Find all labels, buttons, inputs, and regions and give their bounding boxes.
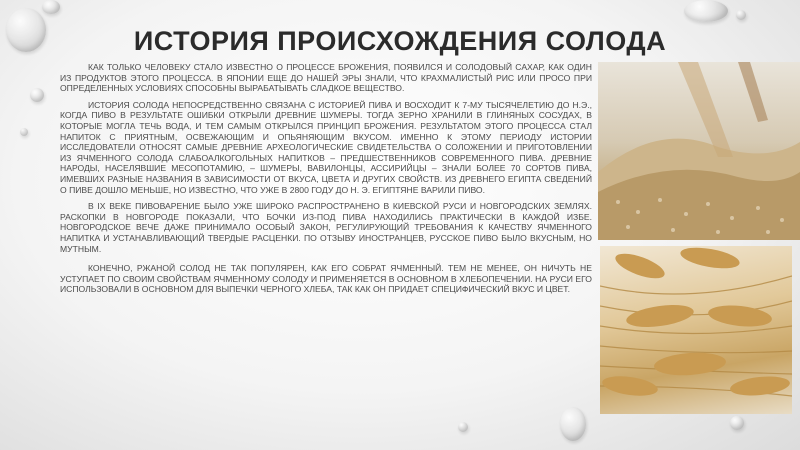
water-drop-icon — [20, 128, 28, 136]
paragraph-3: В IX ВЕКЕ ПИВОВАРЕНИЕ БЫЛО УЖЕ ШИРОКО РАСПРОСТРАНЕНО В КИЕВСКОЙ РУСИ И НОВГОРОДСКИХ ЗЕМЛЯХ. РАСКОПКИ В НОВГОРОДЕ ПОКАЗАЛИ, ЧТО БОЧКИ ИЗ-ПОД ПИВА НАХОДИЛИСЬ ПРАКТИЧЕСКИ В КАЖДОЙ ИЗБЕ. НОВГОРОДСКОЕ ВЕЧЕ ДАЖЕ ПРИНИМАЛО ОСОБЫЙ ЗАКОН, РЕГУЛИРУЮЩИЙ ТРЕБОВАНИЯ К КАЧЕСТВУ ЯЧМЕННОГО НАПИТКА И УСТАНАВЛИВАЮЩИЙ ТВЕРДЫЕ РАСЦЕНКИ. ПО ОТЗЫВУ ИНОСТРАНЦЕВ, РУССКОЕ ПИВО БЫЛО ВКУСНЫМ, НО МУТНЫМ. — [60, 201, 592, 254]
water-drop-icon — [684, 0, 728, 22]
water-drop-icon — [30, 88, 44, 102]
water-drop-icon — [730, 416, 744, 430]
water-drop-icon — [42, 0, 60, 14]
paragraph-1: КАК ТОЛЬКО ЧЕЛОВЕКУ СТАЛО ИЗВЕСТНО О ПРОЦЕССЕ БРОЖЕНИЯ, ПОЯВИЛСЯ И СОЛОДОВЫЙ САХАР, КАК ОДИН ИЗ ПРОДУКТОВ ЭТОГО ПРОЦЕССА. В ЯПОНИИ ЕЩЕ ДО НАШЕЙ ЭРЫ ЗНАЛИ, ЧТО КРАХМАЛИСТЫЙ РИС ИЛИ ПРОСО ПРИ ОПРЕДЕЛЕННЫХ УСЛОВИЯХ СПОСОБНЫ ВЫРАБАТЫВАТЬ СЛАДКОЕ ВЕЩЕСТВО. — [60, 62, 592, 94]
wheat-ears-image — [600, 246, 792, 414]
grain-pile-image — [598, 62, 800, 240]
slide-title: ИСТОРИЯ ПРОИСХОЖДЕНИЯ СОЛОДА — [133, 26, 667, 56]
water-drop-icon — [560, 407, 586, 441]
water-drop-icon — [736, 10, 746, 20]
water-drop-icon — [458, 422, 468, 432]
paragraph-2: ИСТОРИЯ СОЛОДА НЕПОСРЕДСТВЕННО СВЯЗАНА С ИСТОРИЕЙ ПИВА И ВОСХОДИТ К 7-МУ ТЫСЯЧЕЛЕТИЮ ДО Н.Э., КОГДА ПИВО В РЕЗУЛЬТАТЕ ОШИБКИ ОТКРЫЛИ ДРЕВНИЕ ШУМЕРЫ. ТОГДА ЗЕРНО ХРАНИЛИ В ГЛИНЯНЫХ СОСУДАХ, В КОТОРЫЕ МОГЛА ТЕЧЬ ВОДА, И ТЕМ САМЫМ ОТКРЫЛСЯ ПРИНЦИП БРОЖЕНИЯ. РЕЗУЛЬТАТОМ ЭТОГО ПРОЦЕССА СТАЛ НАПИТОК С ПРИЯТНЫМ, ОСВЕЖАЮЩИМ И ОПЬЯНЯЮЩИМ ВКУСОМ. ИМЕННО К ЭТОМУ ПЕРИОДУ ИСТОРИИ ИССЛЕДОВАТЕЛИ ОТНОСЯТ САМЫЕ ДРЕВНИЕ АРХЕОЛОГИЧЕСКИЕ СВИДЕТЕЛЬСТВА О СОЛОЖЕНИИ И ПРИГОТОВЛЕНИИ ИЗ ЯЧМЕННОГО СОЛОДА СЛАБОАЛКОГОЛЬНЫХ НАПИТКОВ – ПРЕДШЕСТВЕННИКОВ СОВРЕМЕННОГО ПИВА. ДРЕВНИЕ НАРОДЫ, НАСЕЛЯВШИЕ МЕСОПОТАМИЮ, – ШУМЕРЫ, ВАВИЛОНЦЫ, АССИРИЙЦЫ – ЗНАЛИ БОЛЕЕ 70 СОРТОВ ПИВА, ИМЕВШИХ РАЗНЫЕ НАЗВАНИЯ В ЗАВИСИМОСТИ ОТ ВКУСА, ЦВЕТА И ДРУГИХ СВОЙСТВ. ИЗ ДРЕВНЕГО ЕГИПТА СВЕДЕНИЙ О ПИВЕ ДОШЛО МЕНЬШЕ, НО ИЗВЕСТНО, ЧТО УЖЕ В 2800 ГОДУ ДО Н. Э. ЕГИПТЯНЕ ВАРИЛИ ПИВО. — [60, 99, 592, 195]
paragraph-4: КОНЕЧНО, РЖАНОЙ СОЛОД НЕ ТАК ПОПУЛЯРЕН, КАК ЕГО СОБРАТ ЯЧМЕННЫЙ. ТЕМ НЕ МЕНЕЕ, ОН НИЧУТЬ НЕ УСТУПАЕТ ПО СВОИМ СВОЙСТВАМ ЯЧМЕННОМУ СОЛОДУ И ПРИМЕНЯЕТСЯ В ОСНОВНОМ В ХЛЕБОПЕЧЕНИИ. НА РУСИ ЕГО ИСПОЛЬЗОВАЛИ В ОСНОВНОМ ДЛЯ ВЫПЕЧКИ ЧЕРНОГО ХЛЕБА, ТАК КАК ОН ПРИДАЕТ СПЕЦИФИЧЕСКИЙ ВКУС И ЦВЕТ. — [60, 263, 592, 295]
slide-body — [60, 62, 592, 301]
